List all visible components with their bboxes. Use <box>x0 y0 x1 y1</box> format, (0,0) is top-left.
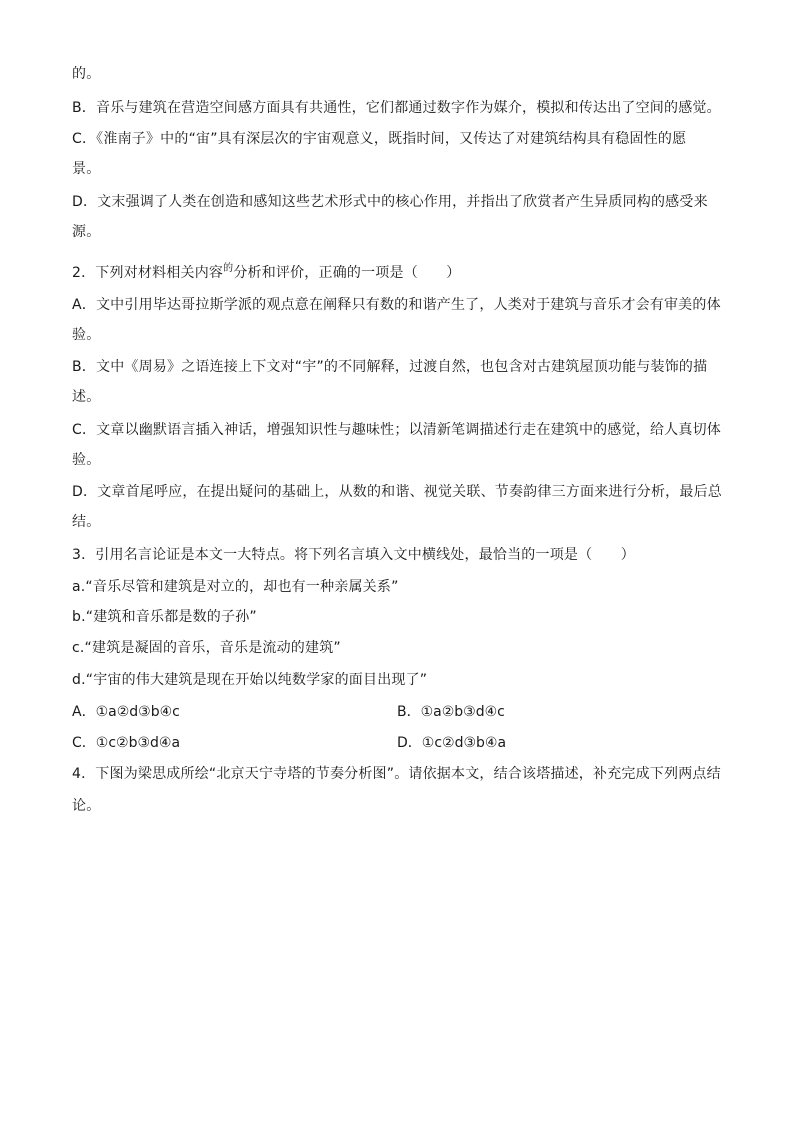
q1-option-c-line1: C．《淮南子》中的“宙”具有深层次的宇宙观意义，既指时间，又传达了对建筑结构具有稳固性的愿 <box>72 131 687 147</box>
q3-quote-a: a.“音乐尽管和建筑是对立的，却也有一种亲属关系” <box>72 579 399 595</box>
q3-option-a: A．①a②d③b④c <box>72 704 180 720</box>
q2-stem-sup: 的 <box>223 263 234 274</box>
q3-quote-b: b.“建筑和音乐都是数的子孙” <box>72 609 257 625</box>
q2-option-a-line2: 验。 <box>72 327 101 343</box>
q2-option-c-line1: C．文章以幽默语言插入神话，增强知识性与趣味性；以清新笔调描述行走在建筑中的感觉，给人真切体 <box>72 422 721 438</box>
q1-option-d-line2: 源。 <box>72 224 101 240</box>
q3-option-b: B．①a②b③d④c <box>397 704 505 720</box>
q2-stem-part1: 2．下列对材料相关内容 <box>72 265 224 281</box>
q2-option-d-line2: 结。 <box>72 514 101 530</box>
q3-quote-c: c.“建筑是凝固的音乐，音乐是流动的建筑” <box>72 640 341 656</box>
q3-option-d: D．①c②d③b④a <box>397 735 507 751</box>
q3-option-c: C．①c②b③d④a <box>72 735 181 751</box>
q4-stem-line1: 4．下图为梁思成所绘“北京天宁寺塔的节奏分析图”。请依据本文，结合该塔描述，补充完成下列两点结 <box>72 766 721 782</box>
q1-option-d-line1: D．文末强调了人类在创造和感知这些艺术形式中的核心作用，并指出了欣赏者产生异质同构的感受来 <box>72 194 708 210</box>
q1-option-b: B．音乐与建筑在营造空间感方面具有共通性，它们都通过数字作为媒介，模拟和传达出了空间的感觉。 <box>72 100 721 116</box>
q2-stem <box>72 259 722 283</box>
q4-stem-line2: 论。 <box>72 798 101 814</box>
q3-quote-d: d.“宇宙的伟大建筑是现在开始以纯数学家的面目出现了” <box>72 672 428 688</box>
q2-option-a-line1: A．文中引用毕达哥拉斯学派的观点意在阐释只有数的和谐产生了，人类对于建筑与音乐才会有审美的体 <box>72 297 721 313</box>
q2-stem-part2: 分析和评价，正确的一项是（ ） <box>233 265 461 281</box>
q1-option-c-line2: 景。 <box>72 161 101 177</box>
q3-stem: 3．引用名言论证是本文一大特点。将下列名言填入文中横线处，最恰当的一项是（ ） <box>72 547 635 563</box>
q2-option-b-line2: 述。 <box>72 389 101 405</box>
q1-tail-text: 的。 <box>72 66 101 82</box>
q2-option-b-line1: B．文中《周易》之语连接上下文对“宇”的不同解释，过渡自然，也包含对古建筑屋顶功能与装饰的描 <box>72 359 708 375</box>
q2-option-d-line1: D．文章首尾呼应，在提出疑问的基础上，从数的和谐、视觉关联、节奏韵律三方面来进行分析，最后总 <box>72 484 722 500</box>
q2-option-c-line2: 验。 <box>72 452 101 468</box>
